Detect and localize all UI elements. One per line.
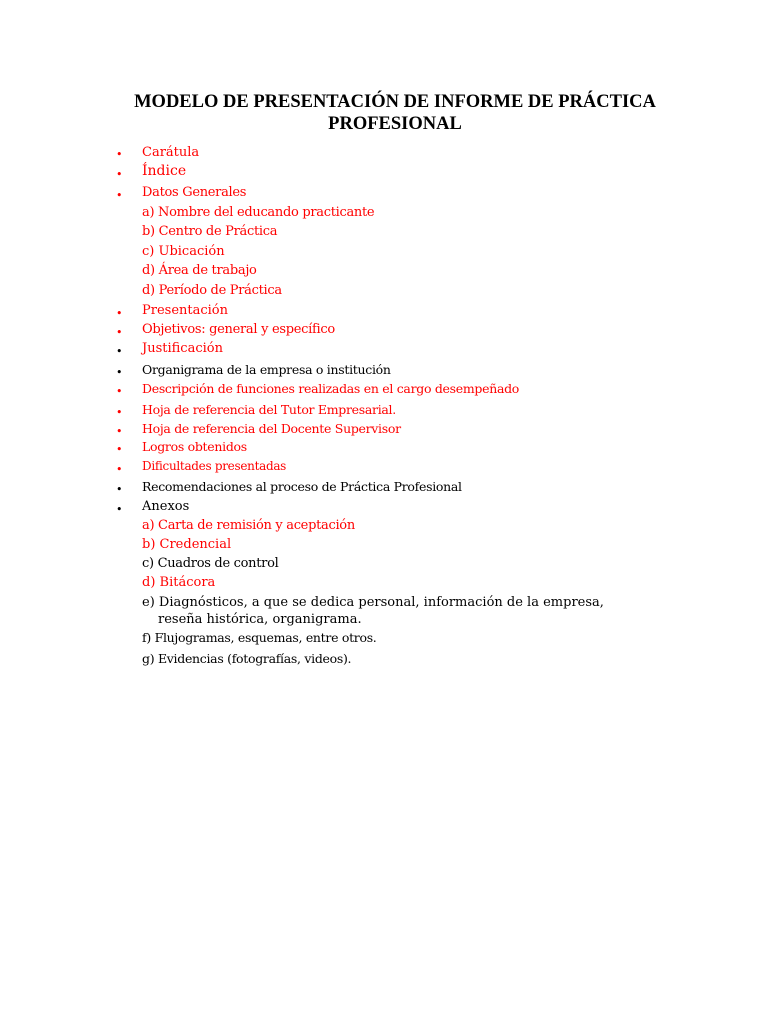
bullet-icon: • xyxy=(116,463,123,476)
bullet-icon: • xyxy=(116,483,123,496)
sub-item-periodo: d) Período de Práctica xyxy=(142,283,282,298)
list-item-dificultades: Dificultades presentadas xyxy=(142,459,287,473)
sub-item-diagnosticos: e) Diagnósticos, a que se dedica personal, información de la empresa, xyxy=(142,595,604,610)
bullet-icon: • xyxy=(116,366,123,379)
sub-item-ubicacion: c) Ubicación xyxy=(142,244,225,259)
bullet-icon: • xyxy=(116,307,123,320)
list-item-datos-generales: Datos Generales xyxy=(142,185,247,200)
bullet-icon: • xyxy=(116,148,123,161)
list-item-hoja-docente: Hoja de referencia del Docente Supervisor xyxy=(142,421,401,436)
list-item-organigrama: Organigrama de la empresa o institución xyxy=(142,362,391,377)
sub-item-evidencias: g) Evidencias (fotografías, videos). xyxy=(142,651,352,666)
list-item-recomendaciones: Recomendaciones al proceso de Práctica Profesional xyxy=(142,479,462,494)
sub-item-flujogramas: f) Flujogramas, esquemas, entre otros. xyxy=(142,630,377,645)
bullet-icon: • xyxy=(116,503,123,516)
sub-item-cuadros: c) Cuadros de control xyxy=(142,556,279,571)
list-item-logros: Logros obtenidos xyxy=(142,439,247,454)
sub-item-diagnosticos-cont: reseña histórica, organigrama. xyxy=(158,612,362,627)
bullet-icon: • xyxy=(116,189,123,202)
list-item-objetivos: Objetivos: general y específico xyxy=(142,322,335,337)
list-item-indice: Índice xyxy=(142,163,187,179)
list-item-caratula: Carátula xyxy=(142,145,200,160)
sub-item-carta: a) Carta de remisión y aceptación xyxy=(142,518,355,533)
sub-item-bitacora: d) Bitácora xyxy=(142,575,216,590)
sub-item-nombre: a) Nombre del educando practicante xyxy=(142,205,375,220)
bullet-icon: • xyxy=(116,168,123,181)
bullet-icon: • xyxy=(116,443,123,456)
list-item-anexos: Anexos xyxy=(142,499,190,514)
list-item-descripcion: Descripción de funciones realizadas en el cargo desempeñado xyxy=(142,381,520,396)
bullet-icon: • xyxy=(116,385,123,398)
bullet-icon: • xyxy=(116,345,123,358)
list-item-presentacion: Presentación xyxy=(142,303,229,318)
document-title: MODELO DE PRESENTACIÓN DE INFORME DE PRÁCTICA PROFESIONAL xyxy=(134,92,656,134)
sub-item-area: d) Área de trabajo xyxy=(142,263,257,278)
bullet-icon: • xyxy=(116,406,123,419)
bullet-icon: • xyxy=(116,425,123,438)
sub-item-credencial: b) Credencial xyxy=(142,537,232,552)
list-item-hoja-tutor: Hoja de referencia del Tutor Empresarial. xyxy=(142,402,396,417)
bullet-icon: • xyxy=(116,326,123,339)
list-item-justificacion: Justificación xyxy=(142,341,223,356)
sub-item-centro: b) Centro de Práctica xyxy=(142,224,278,239)
